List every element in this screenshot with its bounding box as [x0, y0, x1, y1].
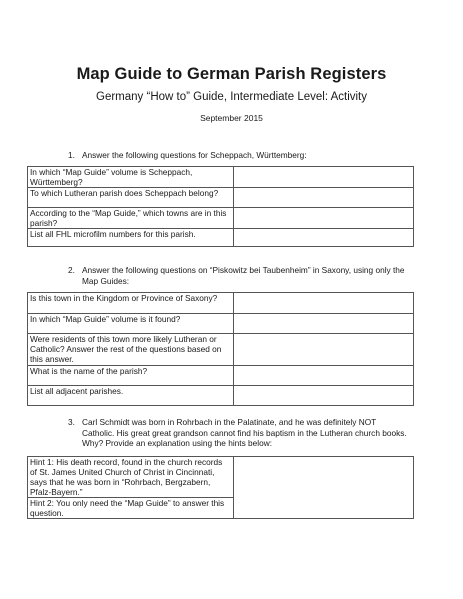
answer-cell[interactable] [234, 208, 414, 229]
answer-cell[interactable] [234, 229, 414, 247]
table-row [28, 188, 414, 208]
question-3-number: 3. [68, 417, 75, 427]
page-date: September 2015 [200, 113, 263, 123]
question-cell: What is the name of the parish? [28, 366, 234, 386]
question-cell: Is this town in the Kingdom or Province of Saxony? [28, 293, 234, 314]
table-row [28, 167, 414, 188]
table-row [28, 366, 414, 386]
answer-cell[interactable] [234, 314, 414, 334]
question-cell: List all FHL microfilm numbers for this parish. [28, 229, 234, 247]
question-cell: Hint 1: His death record, found in the church records of St. James United Church of Christ in Cincinnati, says that he was born in “Rohrbach, Bergzabern, Pfalz-Bayern.” [28, 457, 234, 498]
table-row [28, 334, 414, 366]
page-subtitle: Germany “How to” Guide, Intermediate Level: Activity [96, 91, 367, 103]
question-1 [68, 150, 408, 161]
question-cell: According to the “Map Guide,” which towns are in this parish? [28, 208, 234, 229]
answer-cell[interactable] [234, 457, 414, 519]
answer-cell[interactable] [234, 366, 414, 386]
answer-cell[interactable] [234, 293, 414, 314]
question-3 [68, 417, 408, 449]
question-1-prompt: Answer the following questions for Scheppach, Württemberg: [82, 150, 307, 160]
question-3-prompt: Carl Schmidt was born in Rohrbach in the Palatinate, and he was definitely NOT Catholic. His great great grandson cannot find his baptism in the Lutheran church books. Why? Provide an explanation using the hints below: [82, 417, 407, 448]
question-1-table [27, 166, 414, 247]
answer-cell[interactable] [234, 188, 414, 208]
question-cell: Were residents of this town more likely Lutheran or Catholic? Answer the rest of the questions based on this answer. [28, 334, 234, 366]
question-cell: Hint 2: You only need the “Map Guide” to answer this question. [28, 498, 234, 519]
table-row [28, 229, 414, 247]
question-cell: To which Lutheran parish does Scheppach belong? [28, 188, 234, 208]
question-cell: In which “Map Guide” volume is it found? [28, 314, 234, 334]
answer-cell[interactable] [234, 386, 414, 406]
question-2-prompt: Answer the following questions on “Piskowitz bei Taubenheim” in Saxony, using only the Map Guides: [82, 265, 405, 286]
question-2-table [27, 292, 414, 406]
table-row [28, 457, 414, 498]
question-3-table [27, 456, 414, 519]
table-row [28, 386, 414, 406]
table-row [28, 293, 414, 314]
question-2-number: 2. [68, 265, 75, 275]
table-row [28, 314, 414, 334]
question-2 [68, 265, 408, 286]
question-1-number: 1. [68, 150, 75, 160]
table-row [28, 208, 414, 229]
answer-cell[interactable] [234, 334, 414, 366]
question-cell: List all adjacent parishes. [28, 386, 234, 406]
answer-cell[interactable] [234, 167, 414, 188]
page-title: Map Guide to German Parish Registers [76, 65, 387, 83]
question-cell: In which “Map Guide” volume is Scheppach, Württemberg? [28, 167, 234, 188]
